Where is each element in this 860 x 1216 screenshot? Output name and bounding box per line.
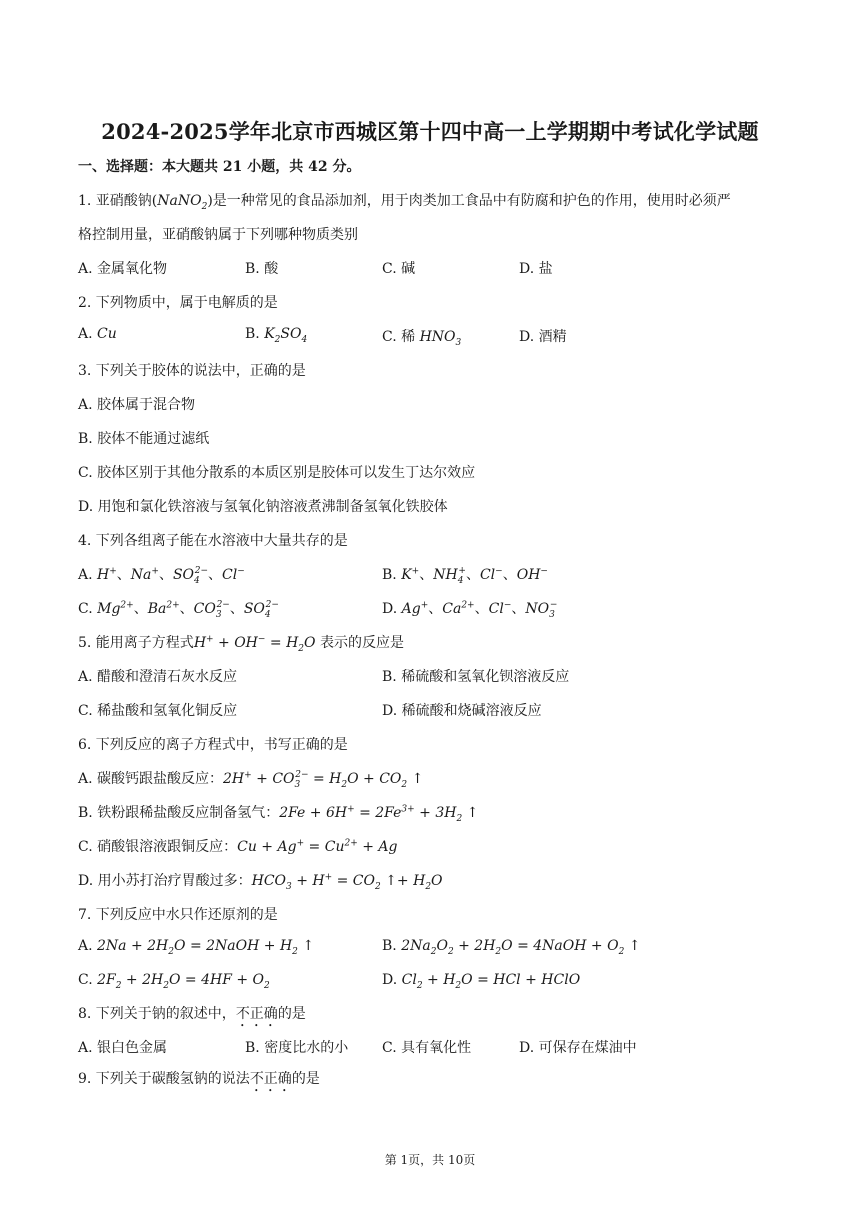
- question-7-stem: 7. 下列反应中水只作还原剂的是: [78, 907, 278, 923]
- q8-option-d: D. 可保存在煤油中: [519, 1040, 637, 1056]
- q5-option-d: D. 稀硫酸和烧碱溶液反应: [382, 703, 542, 719]
- q8-option-c: C. 具有氧化性: [382, 1040, 472, 1056]
- q1-option-d: D. 盐: [519, 261, 553, 277]
- q5-option-a: A. 醋酸和澄清石灰水反应: [78, 669, 238, 685]
- q7-option-b: B. $2Na_2O_2 + 2H_2O$ = 4NaOH + $O_2$ ↑: [382, 938, 641, 957]
- q1-option-b: B. 酸: [245, 261, 279, 277]
- q4-option-b: B. K+、$NH_4^+$、Cl−、OH−: [382, 566, 548, 586]
- q9-emphasis: 不正确: [249, 1071, 292, 1087]
- question-4-stem: 4. 下列各组离子能在水溶液中大量共存的是: [78, 533, 348, 549]
- q8-option-b: B. 密度比水的小: [245, 1040, 349, 1056]
- question-1-stem: [78, 190, 731, 210]
- q3-option-d: D. 用饱和氯化铁溶液与氢氧化钠溶液煮沸制备氢氧化铁胶体: [78, 499, 448, 515]
- q7-option-d: D. $Cl_2 + H_2O$ = HCl + HClO: [382, 972, 581, 991]
- q7-option-a: A. $2Na + 2H_2O$ = 2NaOH + $H_2$ ↑: [78, 938, 315, 957]
- q1-stem-part-a: 1. 亚硝酸钠(: [78, 193, 158, 209]
- q5-option-c: C. 稀盐酸和氢氧化铜反应: [78, 703, 238, 719]
- q7-option-c: C. $2F_2 + 2H_2O = 4HF + O_2$: [78, 972, 270, 991]
- section-heading: 一、选择题：本大题共 21 小题，共 42 分。: [78, 159, 361, 175]
- q2-option-a: A. Cu: [78, 326, 117, 342]
- q4-option-d: D. Ag+、$Ca^{2+}$、Cl−、$NO_3^-$: [382, 600, 558, 620]
- q3-option-b: B. 胶体不能通过滤纸: [78, 431, 210, 447]
- q5-option-b: B. 稀硫酸和氢氧化钡溶液反应: [382, 669, 570, 685]
- q1-stem-part-b: )是一种常见的食品添加剂，用于肉类加工食品中有防腐和护色的作用，使用时必须严: [207, 193, 731, 209]
- question-8-stem: 8. 下列关于钠的叙述中，不正确的是: [78, 1006, 306, 1022]
- q3-option-a: A. 胶体属于混合物: [78, 397, 196, 413]
- q2-option-b: B. $K_2SO_4$: [245, 326, 308, 345]
- q6-option-b: B. 铁粉跟稀盐酸反应制备氢气：$2Fe + 6H^+ = 2Fe^{3+} + 3H_2$ ↑: [78, 804, 479, 824]
- q1-option-a: A. 金属氧化物: [78, 261, 168, 277]
- q8-emphasis: 不正确: [235, 1006, 278, 1022]
- q1-formula: NaNO$_2$: [157, 193, 208, 212]
- page-footer: 第 1页，共 10页: [384, 1153, 476, 1167]
- question-1-stem-line2: 格控制用量，亚硝酸钠属于下列哪种物质类别: [78, 227, 358, 243]
- question-6-stem: 6. 下列反应的离子方程式中，书写正确的是: [78, 737, 348, 753]
- q6-option-c: C. 硝酸银溶液跟铜反应：$Cu + Ag^+ = Cu^{2+} + Ag$: [78, 838, 398, 855]
- q4-option-c: C. $Mg^{2+}$、$Ba^{2+}$、$CO_3^{2-}$、$SO_4^{2-}$: [78, 600, 279, 620]
- q6-option-d: D. 用小苏打治疗胃酸过多：$HCO_3 + H^+ = CO_2$ ↑+ $H_2O$: [78, 872, 443, 892]
- q5-equation: $H^+ + OH^- = H_2O$: [193, 634, 316, 654]
- q2-option-c: C. 稀 $HNO_3$: [382, 329, 462, 348]
- question-2-stem: 2. 下列物质中，属于电解质的是: [78, 295, 278, 311]
- q6-option-a: A. 碳酸钙跟盐酸反应：$2H^+ + CO_3^{2-} = H_2O + CO_2$ ↑: [78, 770, 424, 790]
- page-title: 2024-2025学年北京市西城区第十四中高一上学期期中考试化学试题: [101, 119, 759, 144]
- q2-option-d: D. 酒精: [519, 329, 567, 345]
- q8-option-a: A. 银白色金属: [78, 1040, 168, 1056]
- q3-option-c: C. 胶体区别于其他分散系的本质区别是胶体可以发生丁达尔效应: [78, 465, 476, 481]
- question-3-stem: 3. 下列关于胶体的说法中，正确的是: [78, 363, 306, 379]
- q4-option-a: A. H+、Na+、$SO_4^{2-}$、Cl−: [78, 566, 245, 586]
- question-9-stem: 9. 下列关于碳酸氢钠的说法不正确的是: [78, 1071, 320, 1087]
- question-5-stem: 5. 能用离子方程式$H^+ + OH^- = H_2O$ 表示的反应是: [78, 634, 404, 654]
- q1-option-c: C. 碱: [382, 261, 416, 277]
